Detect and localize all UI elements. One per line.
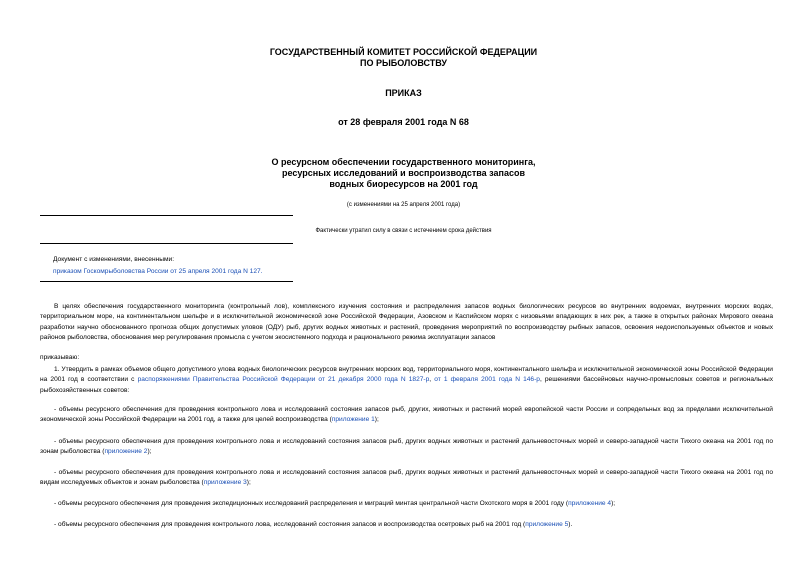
bullet-4-paragraph xyxy=(40,499,773,509)
order-word: приказываю: xyxy=(40,354,80,361)
divider xyxy=(40,243,293,244)
divider xyxy=(40,281,293,282)
changes-label: Документ с изменениями, внесенными: xyxy=(53,256,175,263)
bullet-2-paragraph xyxy=(40,437,773,458)
bullet-3-text: - объемы ресурсного обеспечения для проведения контрольного лова и исследований состояния запасов рыб, других водных животных и растений дальневосточных морей и северо-западной части Тихого океана на 2001 год по видам исследуемых объектов и зонам рыболовства ( xyxy=(40,469,773,487)
intro-paragraph: В целях обеспечения государственного мониторинга (контрольный лов), комплексного изучения состояния и распределения запасов водных биологических ресурсов во внутренних водоемах, внутренних морских водах, территориальном море, на континентальном шельфе и в исключительной экономической зоне Российской Федерации, Азовском и Каспийском морях с низовьями впадающих в них рек, а также в открытых районах Мирового океана разработки научно обоснованного прогноза общих допустимых уловов (ОДУ) рыб, других водных животных и растений, проведения мероприятий по воспроизводству рыбных запасов, освоения недоиспользуемых объектов и новых районов рыболовства, обоснования мер регулирования промысла с учетом экосистемного подхода и рационального режима эксплуатации запасов xyxy=(40,303,773,341)
appendix-2-link[interactable]: приложение 2 xyxy=(104,448,148,456)
bullet-4-text: - объемы ресурсного обеспечения для проведения экспедиционных исследований распределения и миграций минтая центральной части Охотского моря в 2001 году ( xyxy=(54,500,569,507)
government-order-link[interactable]: распоряжениями Правительства Российской Федерации от 21 декабря 2000 года N 1827-р xyxy=(137,376,430,384)
bullet-2-text: - объемы ресурсного обеспечения для проведения контрольного лова и исследований состояния запасов рыб, других водных животных и растений дальневосточных морей и северо-западной части Тихого океана на 2001 год по зонам рыболовства ( xyxy=(40,438,773,456)
doc-date: от 28 февраля 2001 года N 68 xyxy=(338,117,469,127)
appendix-5-link[interactable]: приложение 5 xyxy=(525,521,569,528)
item-1-text-b: , xyxy=(429,376,435,384)
bullet-1-end: ); xyxy=(374,416,379,424)
amendments-note: (с изменениями на 25 апреля 2001 года) xyxy=(346,202,461,208)
appendix-3-link[interactable]: приложение 3 xyxy=(203,479,247,487)
doc-title-line3: водных биоресурсов на 2001 год xyxy=(329,179,478,189)
bullet-1-text: - объемы ресурсного обеспечения для проведения контрольного лова и исследований состояния запасов рыб, других, животных и растений морей европейской части России и сопредельных вод за пределами исключительной экономической зоны Российской Федерации на 2001 год, а также для целей воспроизводства ( xyxy=(40,406,773,424)
doc-title-line2: ресурсных исследований и воспроизводства запасов xyxy=(281,168,525,178)
appendix-1-link[interactable]: приложение 1 xyxy=(331,416,375,424)
status-note: Фактически утратил силу в связи с истечением срока действия xyxy=(315,228,492,234)
item-1-text-a: 1. Утвердить в рамках объемов общего допустимого улова водных биологических ресурсов внутренних морских вод, территориального моря, континентального шельфа и исключительной экономической зоны Российской Федерации на 2001 год в соответствии с xyxy=(40,366,773,384)
org-name-line2: ПО РЫБОЛОВСТВУ xyxy=(359,58,448,68)
changes-link[interactable]: приказом Госкомрыболовства России от 25 апреля 2001 года N 127. xyxy=(53,268,263,275)
doc-type: ПРИКАЗ xyxy=(385,88,422,98)
bullet-5-text: - объемы ресурсного обеспечения для проведения контрольного лова, исследований состояния запасов и воспроизводства осетровых рыб на 2001 год ( xyxy=(54,521,526,528)
item-1-paragraph xyxy=(40,365,773,396)
bullet-1-paragraph xyxy=(40,405,773,426)
government-order-link-2[interactable]: от 1 февраля 2001 года N 146-р xyxy=(434,376,540,384)
bullet-3-end: ); xyxy=(246,479,251,487)
item-1-text-c: , решениями бассейновых научно-промысловых советов и региональных рыбохозяйственных советов: xyxy=(40,376,773,394)
bullet-5-end: ). xyxy=(568,521,573,528)
divider xyxy=(40,215,293,216)
bullet-3-paragraph xyxy=(40,468,773,489)
bullet-5-paragraph xyxy=(40,520,773,530)
bullet-4-end: ); xyxy=(611,500,616,507)
appendix-4-link[interactable]: приложение 4 xyxy=(568,500,612,507)
doc-title-line1: О ресурсном обеспечении государственного мониторинга, xyxy=(271,157,536,167)
org-name-line1: ГОСУДАРСТВЕННЫЙ КОМИТЕТ РОССИЙСКОЙ ФЕДЕРАЦИИ xyxy=(269,47,538,57)
bullet-2-end: ); xyxy=(147,448,152,456)
